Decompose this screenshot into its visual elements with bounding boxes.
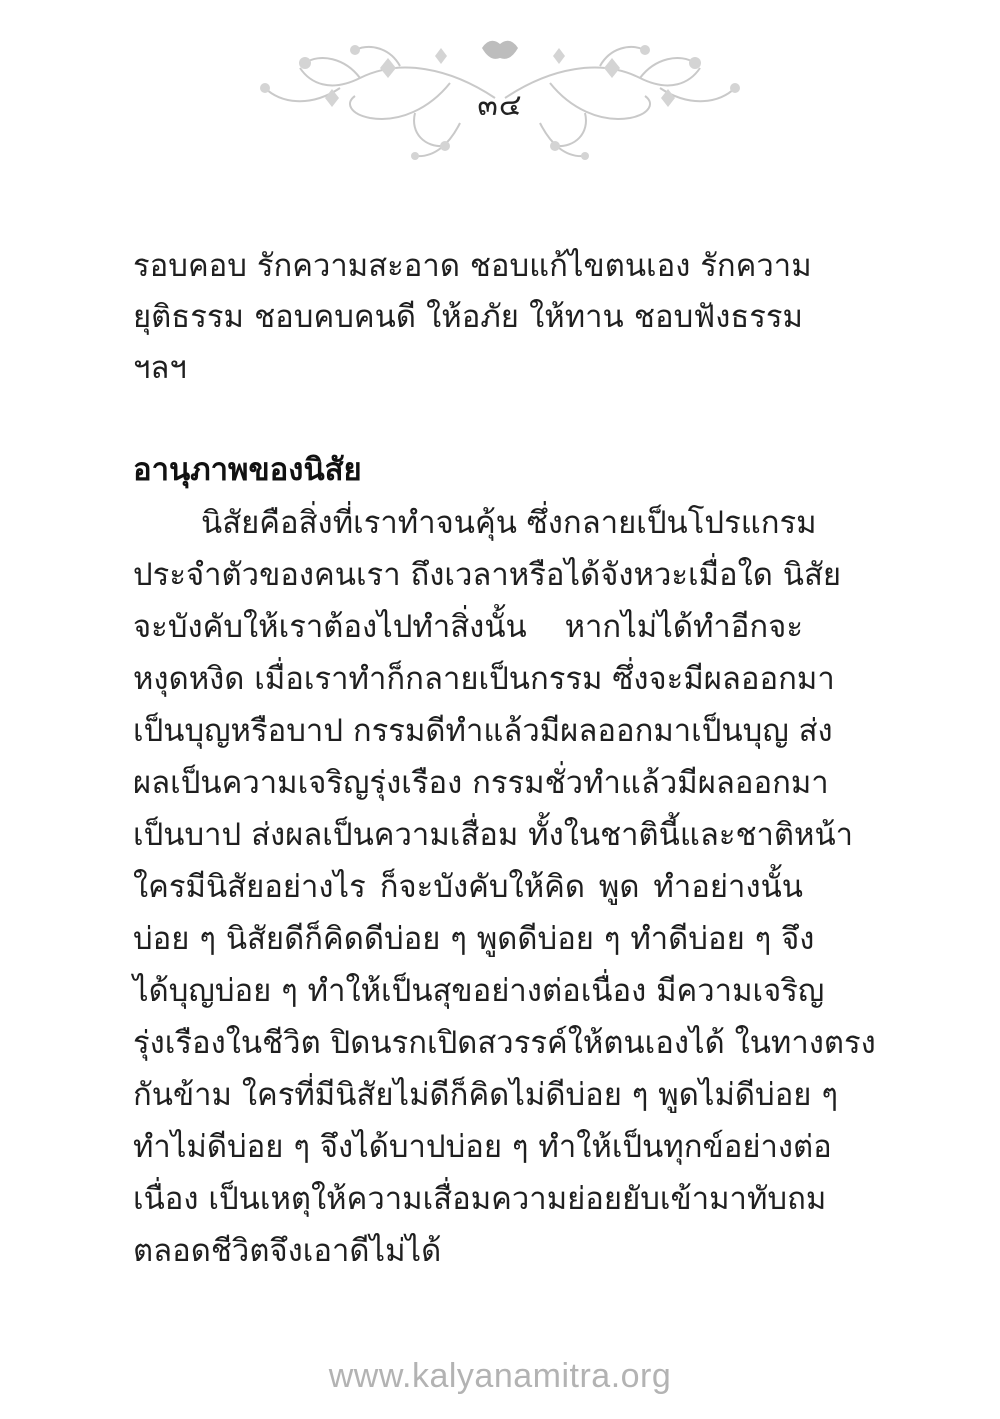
paragraph-line: หงุดหงิด เมื่อเราทำก็กลายเป็นกรรม ซึ่งจะมีผลออกมา <box>133 661 835 697</box>
paragraph-line: บ่อย ๆ นิสัยดีก็คิดดีบ่อย ๆ พูดดีบ่อย ๆ ทำดีบ่อย ๆ จึง <box>133 921 815 957</box>
section-heading: อานุภาพของนิสัย <box>133 452 362 488</box>
footer-url: www.kalyanamitra.org <box>328 1357 672 1395</box>
paragraph-line: ฯลฯ <box>133 350 187 386</box>
paragraph-line: จะบังคับให้เราต้องไปทำสิ่งนั้น หากไม่ได้ทำอีกจะ <box>133 609 803 645</box>
paragraph-line: ใครมีนิสัยอย่างไร ก็จะบังคับให้คิด พูด ทำอย่างนั้น <box>133 869 803 905</box>
paragraph-line: เป็นบุญหรือบาป กรรมดีทำแล้วมีผลออกมาเป็นบุญ ส่ง <box>133 713 833 749</box>
paragraph-line: รอบคอบ รักความสะอาด ชอบแก้ไขตนเอง รักความ <box>133 248 812 284</box>
page-number: ๓๔ <box>477 88 523 123</box>
paragraph-line: ตลอดชีวิตจึงเอาดีไม่ได้ <box>133 1233 442 1269</box>
paragraph-line: กันข้าม ใครที่มีนิสัยไม่ดีก็คิดไม่ดีบ่อย ๆ พูดไม่ดีบ่อย ๆ <box>133 1077 838 1113</box>
paragraph-line: ทำไม่ดีบ่อย ๆ จึงได้บาปบ่อย ๆ ทำให้เป็นทุกข์อย่างต่อ <box>133 1129 832 1165</box>
paragraph-line: ผลเป็นความเจริญรุ่งเรือง กรรมชั่วทำแล้วมีผลออกมา <box>133 765 829 801</box>
paragraph-line: เป็นบาป ส่งผลเป็นความเสื่อม ทั้งในชาตินี้และชาติหน้า <box>133 817 854 853</box>
paragraph-line: นิสัยคือสิ่งที่เราทำจนคุ้น ซึ่งกลายเป็นโปรแกรม <box>201 505 817 541</box>
paragraph-line: ยุติธรรม ชอบคบคนดี ให้อภัย ให้ทาน ชอบฟังธรรม <box>133 299 803 335</box>
paragraph-line: ประจำตัวของคนเรา ถึงเวลาหรือได้จังหวะเมื่อใด นิสัย <box>133 557 842 593</box>
paragraph-line: รุ่งเรืองในชีวิต ปิดนรกเปิดสวรรค์ให้ตนเองได้ ในทางตรง <box>133 1025 876 1061</box>
paragraph-line: ได้บุญบ่อย ๆ ทำให้เป็นสุขอย่างต่อเนื่อง มีความเจริญ <box>133 973 825 1009</box>
paragraph-line: เนื่อง เป็นเหตุให้ความเสื่อมความย่อยยับเข้ามาทับถม <box>133 1181 827 1217</box>
